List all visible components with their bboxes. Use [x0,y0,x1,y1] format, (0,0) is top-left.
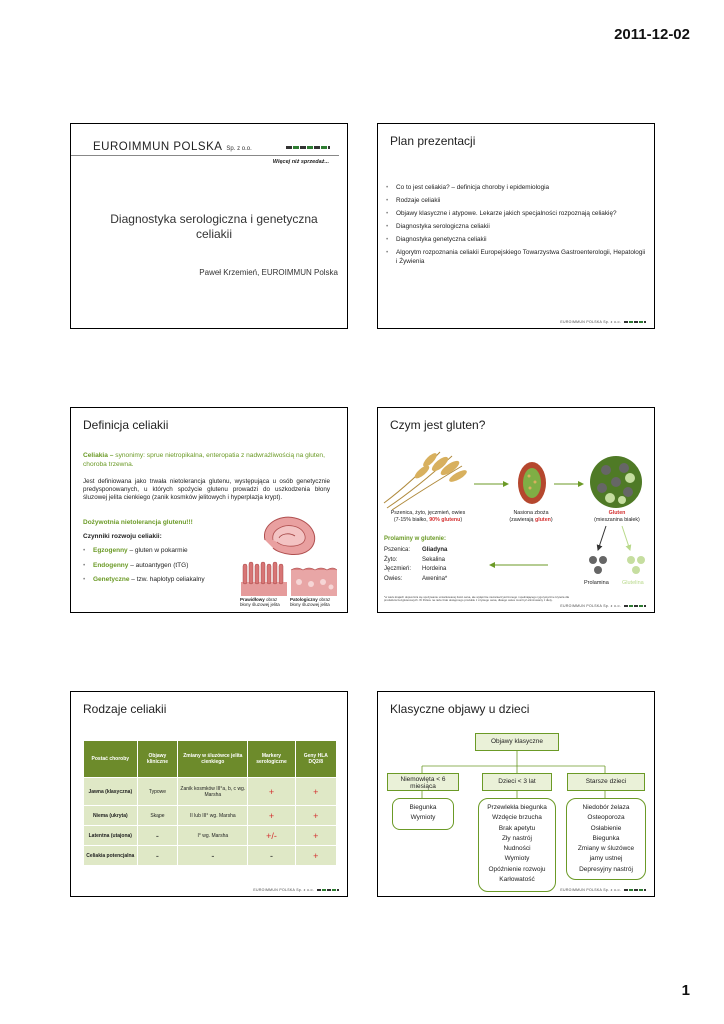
list-item: Zły nastrój [502,834,532,842]
list-item: Żyto: Sekalina [384,556,446,563]
list-item: Zmiany w śluzówce jamy ustnej [577,845,635,863]
list-item: Biegunka [592,834,620,842]
author: Paweł Krzemień, EUROIMMUN Polska [199,268,338,277]
group-head-infants: Niemowlęta < 6 miesiąca [387,773,459,791]
list-item: • Algorytm rozpoznania celiakii Europejskiego Towarzystwa Gastroenterologii, Hepatologii i Żywienia [386,249,648,266]
slide-heading: Plan prezentacji [390,134,476,148]
caption-normal: Prawidłowy obraz błony śluzowej jelita [240,597,280,607]
slide-symptoms [377,691,655,897]
definition-paragraph: Jest definiowana jako trwała nietolerancja glutenu, występująca u osób genetycznie predysponowanych, u których spożycie glutenu prowadzi do uszkodzenia błony śluzowej jelita cienkiego (zanik kosmków jelitowych i hyperplazja krypt). [83,478,330,501]
list-item: Osteoporoza [587,814,625,822]
list-item: Nudności [503,845,531,853]
list-item: • Diagnostyka serologiczna celiakii [386,223,648,232]
page-date: 2011-12-02 [614,26,690,43]
plan-list [386,184,648,266]
slide-title-text: Diagnostyka serologiczna i genetyczna celiakii [110,212,318,241]
list-item: • Co to jest celiakia? – definicja choroby i epidemiologia [386,184,648,193]
list-item: Niedobór żelaza [582,804,630,811]
footer-logo: EUROIMMUN POLSKA Sp. z o.o. [560,604,621,608]
caption-damaged: Patologiczny obraz błony śluzowej jelita [290,597,331,607]
slide-plan [377,123,655,329]
table-row: Celiakia potencjalna - - - + [84,846,337,866]
caption-gluten: Gluten (mieszanina białek) [594,510,640,523]
factors-title: Czynniki rozwoju celiakii: [83,533,162,540]
page-number: 1 [681,982,690,999]
definition: Celiakia – synonimy: sprue nietropikalna, enteropatia z nadwrażliwością na gluten, choroba trzewna. [83,452,325,468]
list-item: Opóźnienie rozwoju [488,865,546,873]
intestine-illustration [259,510,325,558]
list-item: Brak apetytu [498,824,536,832]
prolamins-title: Prolaminy w glutenie: [384,536,447,542]
list-item: Owies: Awenina* [384,575,448,582]
list-item: • Genetyczne – tzw. haplotyp celiakalny [83,576,243,584]
footnote: *w wielu krajach dopuszcza się spożywanie umiarkowanej ilości owsa, ale wyłącznie niezanieczyszczonego i spełniającego rygorystyczne kryteria dla produktów bezglutenowych. W Polsce na razie brak dostępnego produktu z czystego owsa, dlatego owies musi być eliminowany z diety. [384,595,569,603]
label-prolamina: Prolamina [584,580,609,586]
slide-heading: Definicja celiakii [83,418,169,432]
list-item: • Rodzaje celiakii [386,197,648,206]
label-glutelina: Glutelina [622,580,644,586]
list-item: Depresyjny nastrój [579,865,633,873]
list-item: Biegunka [409,804,437,811]
list-item: Wzdęcie brzucha [492,814,542,822]
logo-bar [286,146,330,149]
table-row: Jawna (klasyczna) Typowe Zanik kosmków III°a, b, c wg. Marsha + + [84,778,337,806]
list-item: Osłabienie [590,824,622,832]
list-item: Przewlekła biegunka [487,804,547,811]
prolamins-list [384,546,447,584]
list-item: Karłowatość [499,876,535,884]
slide-types [70,691,348,897]
logo-sub: Sp. z o.o. [226,146,252,152]
types-table [83,740,337,866]
factors-list [83,547,243,584]
list-item: Pszenica: Gliadyna [384,547,448,553]
list-item: • Objawy klasyczne i atypowe. Lekarze jakich specjalności rozpoznają celiakię? [386,210,648,219]
caption-seed: Nasiona zboża (zawierają gluten) [509,510,553,523]
caption-grains: Pszenica, żyto, jęczmień, owies (7-15% białko, 90% glutenu) [390,510,466,523]
root-node: Objawy klasyczne [475,733,559,751]
lifelong-note: Dożywotnia nietolerancja glutenu!!! [83,519,193,526]
group-list-toddlers [478,798,556,892]
slide-heading: Czym jest gluten? [390,418,486,432]
group-head-older: Starsze dzieci [567,773,645,791]
group-head-toddlers: Dzieci < 3 lat [482,773,552,791]
list-item: • Diagnostyka genetyczna celiakii [386,236,648,245]
prolamin-glutelin-dots [583,554,653,580]
list-item: • Endogenny – autoantygen (tTG) [83,562,243,570]
footer-logo: EUROIMMUN POLSKA Sp. z o.o. [560,320,621,324]
table-row: Niema (ukryta) Skąpe II lub III° wg. Marsha + + [84,806,337,826]
group-list-infants [392,798,454,830]
table-header-row: Postać choroby Objawy kliniczne Zmiany w śluzówce jelita cienkiego Markery serologiczne Geny HLA DQ2/8 [84,741,337,778]
slide-heading: Klasyczne objawy u dzieci [390,702,530,716]
slide-title [70,123,348,329]
footer-logo: EUROIMMUN POLSKA Sp. z o.o. [253,888,314,892]
list-item: • Egzogenny – gluten w pokarmie [83,547,243,555]
list-item: Jęczmień: Hordeina [384,566,447,572]
list-item: Wymioty [410,814,436,821]
slide-heading: Rodzaje celiakii [83,702,167,716]
group-list-older [566,798,646,880]
normal-mucosa-image [241,560,287,596]
logo-main: EUROIMMUN POLSKA [93,141,223,153]
footer-logo: EUROIMMUN POLSKA Sp. z o.o. [560,888,621,892]
list-item: Wymioty [504,855,530,863]
table-row: Latentna (utajona) - I° wg. Marsha +/- + [84,826,337,846]
slide-gluten [377,407,655,613]
slide-definition [70,407,348,613]
tagline: Więcej niż sprzedaż... [272,159,329,165]
damaged-mucosa-image [291,560,337,596]
